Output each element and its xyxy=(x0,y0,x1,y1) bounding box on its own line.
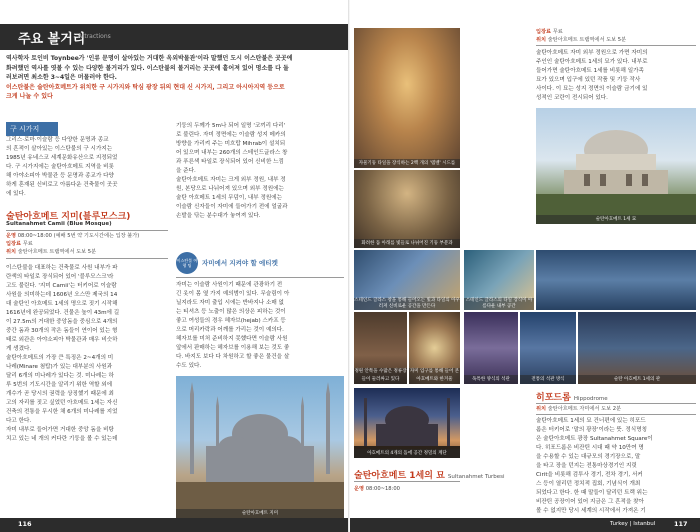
text-line: 볼 수 없지만 당시 세계의 시작에서 가져온 기 xyxy=(536,508,646,514)
text-line: 들어가면 술탄아흐메트 1세를 비롯해 일가족 xyxy=(536,68,644,74)
text-line: 고도 불린다. '지미 Camii'는 터키어로 이슬람 xyxy=(6,283,117,289)
text-line: 은 술탄아흐메트 광장 Sultanahmet Square이 xyxy=(536,436,653,442)
text-line: 고의 자리를 짓고 싶었던 아흐메트 1세는 자신 xyxy=(6,400,118,406)
text-line: 원, 본당으로 나뉘어져 있으며 외부 정원에는 xyxy=(176,186,284,192)
photo-caption: 술탄 아흐메트 1세의 관 xyxy=(578,375,696,384)
right-page xyxy=(350,0,700,532)
turbe-stained-photo xyxy=(464,250,534,310)
text-line: 그리스·로마·이슬람 등 다양한 문명과 종교 xyxy=(6,137,109,143)
text-line: 치고 있는 네 개의 커다란 기둥을 볼 수 있는데 xyxy=(6,436,118,442)
page-number-right: 117 xyxy=(674,520,688,528)
old-city-label: 구 시가지 xyxy=(6,122,58,136)
fee-value: 무료 xyxy=(22,241,33,247)
text-line: 주인인 술탄아흐메트 1세의 묘가 있다. 내부로 xyxy=(536,59,648,65)
hours-label: 운영 xyxy=(6,233,17,239)
text-line: 해 아야소피아 박물관 등 문명과 종교가 다양 xyxy=(6,173,114,179)
section-title: 주요 볼거리 xyxy=(18,32,86,47)
text-line: 헤자브를 미처 준비하지 못했다면 이슬람 사원 xyxy=(176,336,288,342)
section-header xyxy=(0,24,350,50)
location-label: 위치 xyxy=(6,249,17,255)
blue-mosque-text xyxy=(6,264,168,444)
text-line: 사원을 의미하는데 1606년 오스만 제국의 14 xyxy=(6,292,118,298)
text-line: 닐지라도 자미 출입 시에는 반바지나 소매 없 xyxy=(176,300,284,306)
intro-line-highlight: 이스탄불은 술탄아흐메트가 위치한 구 시가지와 탁심 광장 뒤의 현대 신 시가지, 그리고 아시아지역 등으로 xyxy=(6,83,285,91)
photo-caption: 아흐메트의 4개의 돔에 공간 정밀의 계단 xyxy=(354,449,460,458)
text-line: 건축의 전통을 무시한 채 6개의 미나레를 지었 xyxy=(6,409,118,415)
hippodrome-title-ko: 히포드롬 xyxy=(536,393,571,403)
text-line: 개수가 곧 당시의 권력을 상징했기 때문에 최 xyxy=(6,391,114,397)
text-line: 손발을 닦는 분수대가 놓여져 있다. xyxy=(176,213,261,219)
text-line: 1985년 유네스코 세계문화유산으로 지정되었 xyxy=(6,155,118,161)
text-line: 다. 구 시가지에는 술탄아흐메트 지역을 비롯 xyxy=(6,164,114,170)
text-line: 성적인 코란이 전시되어 있다. xyxy=(536,95,608,101)
text-line: 의 흔적이 살아있는 이스탄불의 구 시가지는 xyxy=(6,146,113,152)
photo-caption: 스테인드 글라스의 타일 장식이 아름다운 내부 공간 xyxy=(465,298,533,309)
text-line: 이슬람 신자들이 자미에 들어가기 전에 얼굴과 xyxy=(176,204,288,210)
photo-caption: 정원 안쪽을 수많은 정류장들이 둘러싸고 있다 xyxy=(354,369,407,382)
turbe-hours xyxy=(354,485,460,493)
turbe-dome-photo xyxy=(354,388,460,458)
photo-caption: 화려한 돔 아래를 빛들로 나뉘어진 기둥 부분과 xyxy=(354,239,460,248)
text-line: 술탄아흐메트 자미는 크게 외부 정원, 내부 정 xyxy=(176,177,286,183)
intro-line: 화려했던 역사를 엿볼 수 있는 다양한 볼거리가 있다. 이스탄불의 볼거리는 곳곳에 흩어져 있어 명소를 다 둘 xyxy=(6,64,289,72)
photo-caption: 자미 입구를 통해 들어 본 아흐메트와 한겨울 xyxy=(409,369,460,382)
text-line: 자미는 이슬람 사원이기 때문에 관광하기 전 xyxy=(176,282,283,288)
text-line: 자미 내부로 들어가면 거대한 중앙 돔을 비탕 xyxy=(6,427,114,433)
stained-glass-photo xyxy=(354,250,460,310)
text-line: 비잔틴 공장이어 있어 지금은 그 흔적을 찾아 xyxy=(536,499,644,505)
left-footer xyxy=(0,518,350,532)
intro-line: 러보려면 최소한 3~4일은 머물러야 한다. xyxy=(6,74,117,82)
turbe-interior-photo xyxy=(536,250,696,310)
turbe-title-ko: 술탄아흐메트 1세의 묘 xyxy=(354,471,445,481)
text-line: 방향을 가리켜 주는 미흐랍 Mihrab이 설치되 xyxy=(176,141,286,147)
text-line: 을 타고 장을 던지는 전통마상경기인 지릿 xyxy=(536,463,637,469)
text-line: 대 술탄인 아흐메트 1세의 명으로 짓기 시작해 xyxy=(6,301,118,307)
text-line: 태로 외관은 아야소피아 박물관과 매우 비슷하 xyxy=(6,337,118,343)
hippodrome-title xyxy=(536,390,608,403)
mosque-silhouette-icon xyxy=(176,376,344,518)
text-line: 이 27.5m의 거대한 중앙돔을 중심으로 4개의 xyxy=(6,319,118,325)
text-line: 롬은 터키어로 '말의 광장'이라는 뜻. 정식명칭 xyxy=(536,427,648,433)
section-subtitle: Attractions xyxy=(78,33,111,40)
blue-mosque-photo xyxy=(176,376,344,518)
text-line: 이스탄불을 대표하는 건축물로 사원 내부가 파 xyxy=(6,265,118,271)
tip-text xyxy=(176,281,344,371)
running-footer: Turkey | Istanbul xyxy=(610,521,656,527)
text-line: 과 푸른색 타일로 장식되어 있어 신비한 느낌 xyxy=(176,159,284,165)
interior-photo-1 xyxy=(354,28,460,168)
divider xyxy=(6,230,168,231)
divider xyxy=(6,258,168,259)
location-label: 위치 xyxy=(536,406,547,412)
text-line: 다고 한다. xyxy=(6,418,32,424)
text-line: 좋고 여성들의 경우 헤자브(hejab) 스카프 등 xyxy=(176,318,286,324)
ceiling-photo xyxy=(409,312,460,384)
fee-label: 입장료 xyxy=(6,241,22,247)
turbe-interior-2 xyxy=(520,312,576,384)
text-line: 사이다. 이 묘는 성지 정면의 이슬람 금기에 있 xyxy=(536,86,648,92)
text-line: 되었다고 한다. 한 때 말들이 달리던 트랙 위는 xyxy=(536,490,648,496)
hippodrome-text xyxy=(536,417,696,516)
blue-mosque-info xyxy=(6,232,168,256)
photo-caption: 독특한 양식의 석관 xyxy=(464,375,518,384)
right-footer xyxy=(350,518,700,532)
hours-value: 08:00~18:00 (예배 5번 약 기도시간에는 입장 불가) xyxy=(17,233,140,239)
etiquette-tip xyxy=(176,252,344,276)
location-label: 위치 xyxy=(536,37,547,43)
location-value: 술탄아흐메트 트램역에서 도보 5분 xyxy=(17,249,97,255)
text-line: 스 등이 열리던 정치적 집회, 기념식이 개최 xyxy=(536,481,641,487)
divider xyxy=(176,277,344,278)
text-line: 로 불린다. 자미 정면에는 이슬람 성지 메카의 xyxy=(176,132,286,138)
divider xyxy=(354,481,460,482)
blue-mosque-title: 술탄아흐메트 지미(블루모스크) xyxy=(6,212,131,222)
photo-caption: 스테인드 글라스 창을 통해 들어오는 빛과 타일의 아우러져 신비로운 공간을 만든다 xyxy=(354,298,460,309)
text-line: 술탄아흐메트 자미 외부 정원으로 가면 자미의 xyxy=(536,50,648,56)
blue-mosque-title-en: Sultanahmet Camii (Blue Mosque) xyxy=(6,221,112,227)
text-line: 기둥의 두께가 5m나 되어 일명 '코끼리 다리' xyxy=(176,123,286,129)
text-line: 중간 돔과 30개의 작은 돔들이 연이어 있는 형 xyxy=(6,328,118,334)
fee-value: 무료 xyxy=(552,29,563,35)
mosque-night-icon xyxy=(354,388,460,458)
text-line: 는 티셔츠 등 노출이 많은 의상은 피하는 것이 xyxy=(176,309,286,315)
text-line: 나레(Minare 첨탑)가 있는 대부분의 사원과 xyxy=(6,364,113,370)
text-line: 루 5번의 기도시간을 알리기 위한 역할 외에 xyxy=(6,382,113,388)
location-value: 술탄아흐메트 트램역에서 도보 5분 xyxy=(547,37,627,43)
text-line: 에 있다. xyxy=(6,191,26,197)
text-line: 란색의 타일로 장식되어 있어 '블루모스크'라 xyxy=(6,274,114,280)
text-line: 하게 혼재된 신비로고 아름다운 건축물이 곳곳 xyxy=(6,182,118,188)
hours-label: 운영 xyxy=(354,486,365,492)
text-line: 술탄아흐메트 1세의 묘 건너편에 있는 히포드 xyxy=(536,418,646,424)
turbe-building-icon xyxy=(536,108,696,224)
text-line: 다. 히포드롬은 비잔틴 시대 때 약 10만여 명 xyxy=(536,445,644,451)
interior-photo-2 xyxy=(354,170,460,248)
text-line: 으로 머리카락과 어깨를 가리는 것이 예의다. xyxy=(176,327,284,333)
hours-value: 08:00~18:00 xyxy=(365,486,400,492)
turbe-interior-3 xyxy=(578,312,696,384)
page-number-left: 116 xyxy=(18,520,32,528)
text-line: 앞에서 판매하는 헤자브를 이용해 보는 것도 좋 xyxy=(176,345,290,351)
tip-badge: 이스탄불 여행 팁 xyxy=(176,252,198,274)
turbe-interior-1 xyxy=(464,312,518,384)
old-city-text xyxy=(6,136,168,199)
turbe-exterior-photo xyxy=(536,108,696,224)
photo-caption: 술탄아흐메트 지미 xyxy=(176,509,344,518)
photo-caption: 술탄아흐메트 1세 묘 xyxy=(536,215,696,224)
middle-column-text xyxy=(176,122,344,221)
text-line: 달리 6개의 미나레가 있다는 것. 미나레는 하 xyxy=(6,373,114,379)
text-line: 을 수용할 수 있는 대규모의 경기장으로, 말 xyxy=(536,454,641,460)
text-line: 다. 바지도 보다 다 차원하고 할 좋은 물건을 살 xyxy=(176,354,290,360)
location-value: 술탄아흐메트 자미에서 도보 2분 xyxy=(547,406,622,412)
intro-line-highlight: 크게 나눌 수 있다 xyxy=(6,93,53,101)
text-line: 술탄 아흐메트 1세의 무덤이, 내부 정원에는 xyxy=(176,195,283,201)
fee-label: 입장료 xyxy=(536,29,552,35)
text-line: 게 생겼다. xyxy=(6,346,32,352)
text-line: Cirit을 비롯해 검투사 경기, 전차 경기, 서커 xyxy=(536,472,643,478)
text-line: 어 있으며 내부는 260개의 스테인드글라스 창 xyxy=(176,150,288,156)
photo-caption: 자물기둥 타일을 장식하는 2백 개의 '뎀벨' 시드를 xyxy=(354,159,460,168)
turbe-info xyxy=(536,28,696,44)
turbe-title-en: Sultanahmet Turbesi xyxy=(447,474,505,480)
text-line: 을 준다. xyxy=(176,168,196,174)
photo-caption: 전통의 석관 방식 xyxy=(520,375,576,384)
text-line: 긴 옷이 몸 옆 가지 예의범이 있다. 무슬림이 아 xyxy=(176,291,290,297)
courtyard-photo xyxy=(354,312,407,384)
text-line: 술탄아흐메트의 가장 큰 특징은 2~4개의 미 xyxy=(6,355,114,361)
text-line: 묘가 있으며 입구에 있던 작품 및 기둥 작사 xyxy=(536,77,641,83)
turbe-text xyxy=(536,49,696,103)
divider xyxy=(536,45,696,46)
divider xyxy=(536,403,696,404)
intro-paragraph xyxy=(6,54,344,102)
top-margin xyxy=(0,0,350,24)
divider xyxy=(536,414,696,415)
turbe-title xyxy=(354,468,504,481)
tip-title: 자미에서 지켜야 할 에티켓 xyxy=(202,259,278,267)
intro-line: 역사학자 토인비 Toynbee가 '인류 문명이 살아있는 거대한 옥외박물관'이라 말했던 도시 이스탄불은 곳곳에 xyxy=(6,55,293,62)
text-line: 1616년에 완공되었다. 건물은 높이 43m에 길 xyxy=(6,310,120,316)
hippodrome-info xyxy=(536,405,696,413)
hippodrome-title-en: Hippodrome xyxy=(573,396,608,402)
text-line: 수도 있다. xyxy=(176,363,202,369)
